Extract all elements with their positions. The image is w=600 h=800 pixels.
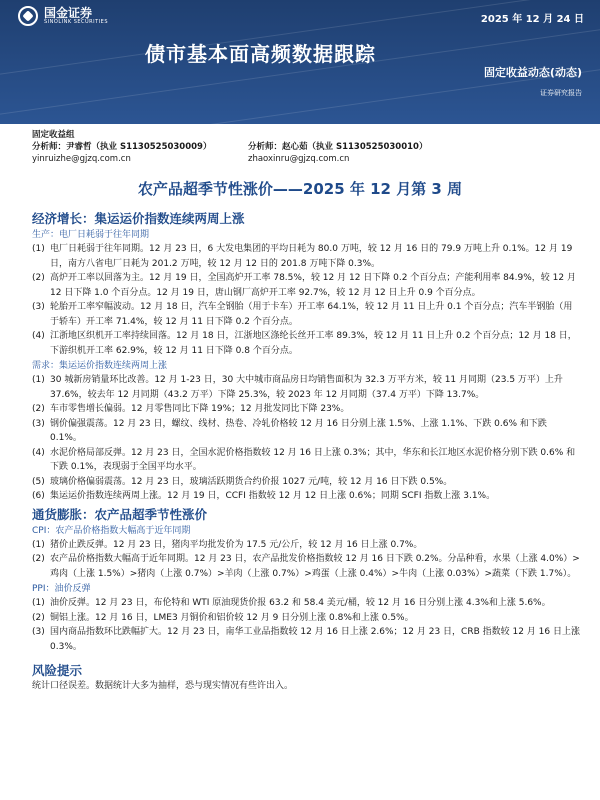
item-number: (2): [32, 612, 45, 623]
analyst-name-row: [32, 141, 572, 153]
item-text: 玻璃价格偏弱震荡。12 月 23 日，玻璃活跃期货合约价报 1027 元/吨，较 12 月 16 日下跌 0.5%。: [50, 476, 453, 487]
item-number: (3): [32, 418, 45, 429]
item-text: 轮胎开工率窄幅波动。12 月 18 日，汽车全钢胎（用于卡车）开工率 64.1%，较 12 月 11 日上升 0.1 个百分点；汽车半钢胎（用于轿车）开工率 71.4%，较 12 月 11 日下降 0.2 个百分点。: [50, 302, 573, 327]
list-item: [32, 552, 580, 581]
item-text: 江浙地区织机开工率持续回落。12 月 18 日，江浙地区涤纶长丝开工率 89.3%，较 12 月 11 日上升 0.2 个百分点；12 月 18 日，下游织机开工率 62.9%，较 12 月 11 日下降 0.8 个百分点。: [50, 331, 577, 356]
report-date: 2025 年 12 月 24 日: [480, 14, 584, 25]
list-item: [32, 489, 580, 504]
section-risk-title: 风险提示: [32, 663, 83, 678]
list-item: [32, 611, 580, 626]
cpi-list: [32, 538, 580, 582]
item-text: 30 城新房销量环比改善。12 月 1-23 日，30 大中城市商品房日均销售面积为 32.3 万平方米，较 11 月同期（23.5 万平）上升 37.6%，较去年 12 月同期（43.2 万平）下降 25.3%，较 2023 年 12 月同期（37.4 万平）下降 13.7%。: [50, 375, 563, 400]
item-text: 电厂日耗弱于往年同期。12 月 23 日，6 大发电集团的平均日耗为 80.0 万吨，较 12 月 16 日的 79.9 万吨上升 0.1%。12 月 19 日，南方八省电厂日耗为 201.2 万吨，较 12 月 12 日的 201.8 万吨下降 0.3%。: [50, 244, 573, 269]
item-number: (1): [32, 375, 45, 385]
item-number: (4): [32, 447, 45, 458]
item-text: 油价反弹。12 月 23 日，布伦特和 WTI 原油现货价报 63.2 和 58.4 美元/桶，较 12 月 16 日分别上涨 4.3%和上涨 5.6%。: [50, 598, 551, 608]
item-text: 水泥价格局部反弹。12 月 23 日，全国水泥价格指数较 12 月 16 日上涨 0.3%；其中，华东和长江地区水泥价格分别下跌 0.6% 和下跌 0.1%，表现弱于全国平均水平。: [50, 447, 576, 472]
item-number: (1): [32, 244, 45, 254]
item-text: 集运运价指数连续两周上涨。12 月 19 日，CCFI 指数较 12 月 12 日上涨 0.6%；同期 SCFI 指数上涨 3.1%。: [50, 491, 496, 501]
list-item: [32, 242, 580, 271]
logo-icon: [18, 6, 38, 26]
item-text: 高炉开工率以回落为主。12 月 19 日，全国高炉开工率 78.5%，较 12 月 12 日下降 0.2 个百分点；产能利用率 84.9%，较 12 月 12 日下降 1.0 个百分点。12 月 19 日，唐山钢厂高炉开工率 92.7%，较 12 月 12 日上升 0.9 个百分点。: [50, 273, 576, 298]
analyst-email-row: [32, 153, 572, 165]
list-item: [32, 475, 580, 490]
list-item: [32, 538, 580, 553]
list-item: [32, 373, 580, 402]
report-header: [0, 0, 600, 124]
item-number: (1): [32, 598, 45, 608]
report-type: 固定收益动态(动态): [483, 66, 582, 79]
spacer: [32, 654, 580, 660]
subsection-demand-title: 需求：集运运价指数连续两周上涨: [32, 361, 168, 371]
subsection-production-title: 生产：电厂日耗弱于往年同期: [32, 230, 150, 240]
subsection-cpi-title: CPI：农产品价格指数大幅高于近年同期: [32, 525, 191, 536]
report-sub-label: 证券研究报告: [540, 89, 582, 97]
item-text: 铜铝上涨。12 月 16 日，LME3 月铜价和铝价较 12 月 9 日分别上涨 0.8%和上涨 0.5%。: [50, 612, 414, 623]
ppi-list: [32, 596, 580, 654]
list-item: [32, 329, 580, 358]
item-text: 车市零售增长偏弱。12 月零售同比下降 19%；12 月批发同比下降 23%。: [50, 404, 350, 414]
analyst-1-email[interactable]: yinruizhe@gjzq.com.cn: [32, 154, 131, 164]
risk-text: 统计口径误差。数据统计大多为抽样，恐与现实情况有些许出入。: [32, 681, 294, 691]
item-number: (2): [32, 404, 45, 414]
item-text: 农产品价格指数大幅高于近年同期。12 月 23 日，农产品批发价格指数较 12 月 16 日下跌 0.2%。分品种看，水果（上涨 4.0%）>鸡肉（上涨 1.5%）>猪肉（上涨 0.7%）>羊肉（上涨 0.7%）>鸡蛋（上涨 0.4%）>牛肉（上涨 0.03%）>蔬菜（下跌 1.7%）。: [50, 554, 580, 579]
list-item: [32, 625, 580, 654]
item-number: (4): [32, 331, 45, 341]
list-item: [32, 271, 580, 300]
section-economic-growth-title: 经济增长：集运运价指数连续两周上涨: [32, 211, 245, 226]
item-text: 猪价止跌反弹。12 月 23 日，猪肉平均批发价为 17.5 元/公斤，较 12 月 16 日上涨 0.7%。: [50, 539, 423, 550]
item-number: (6): [32, 491, 45, 501]
analyst-2-email[interactable]: zhaoxinru@gjzq.com.cn: [248, 154, 350, 164]
item-number: (1): [32, 539, 45, 550]
analyst-block: [32, 129, 572, 165]
list-item: [32, 300, 580, 329]
subsection-ppi-title: PPI：油价反弹: [32, 584, 91, 594]
section-inflation-title: 通货膨胀：农产品超季节性涨价: [32, 506, 208, 522]
item-text: 国内商品指数环比跌幅扩大。12 月 23 日，南华工业品指数较 12 月 16 日上涨 2.6%；12 月 23 日，CRB 指数较 12 月 16 日上涨 0.3%。: [50, 627, 580, 652]
report-title: 农产品超季节性涨价——2025 年 12 月第 3 周: [137, 180, 463, 198]
analyst-group: 固定收益组: [32, 130, 75, 140]
analyst-2-name: 分析师：赵心茹（执业 S1130525030010）: [248, 142, 428, 152]
item-number: (2): [32, 273, 45, 283]
list-item: [32, 596, 580, 611]
production-list: [32, 242, 580, 358]
demand-list: [32, 373, 580, 504]
item-number: (3): [32, 302, 45, 312]
item-number: (5): [32, 476, 45, 487]
logo-cn-text: 国金证券: [44, 5, 93, 20]
item-number: (3): [32, 627, 45, 637]
list-item: [32, 446, 580, 475]
item-number: (2): [32, 554, 45, 564]
list-item: [32, 417, 580, 446]
company-logo: [18, 6, 108, 26]
report-body: [32, 208, 580, 693]
list-item: [32, 402, 580, 417]
item-text: 钢价偏强震荡。12 月 23 日，螺纹、线材、热卷、冷轧价格较 12 月 16 日分别上涨 1.5%、上涨 1.1%、下跌 0.6% 和下跌 0.1%。: [50, 418, 547, 443]
analyst-1-name: 分析师：尹睿哲（执业 S1130525030009）: [32, 142, 212, 152]
logo-en-text: SINOLINK SECURITIES: [44, 18, 108, 25]
report-series-title: 债市基本面高频数据跟踪: [145, 42, 376, 66]
